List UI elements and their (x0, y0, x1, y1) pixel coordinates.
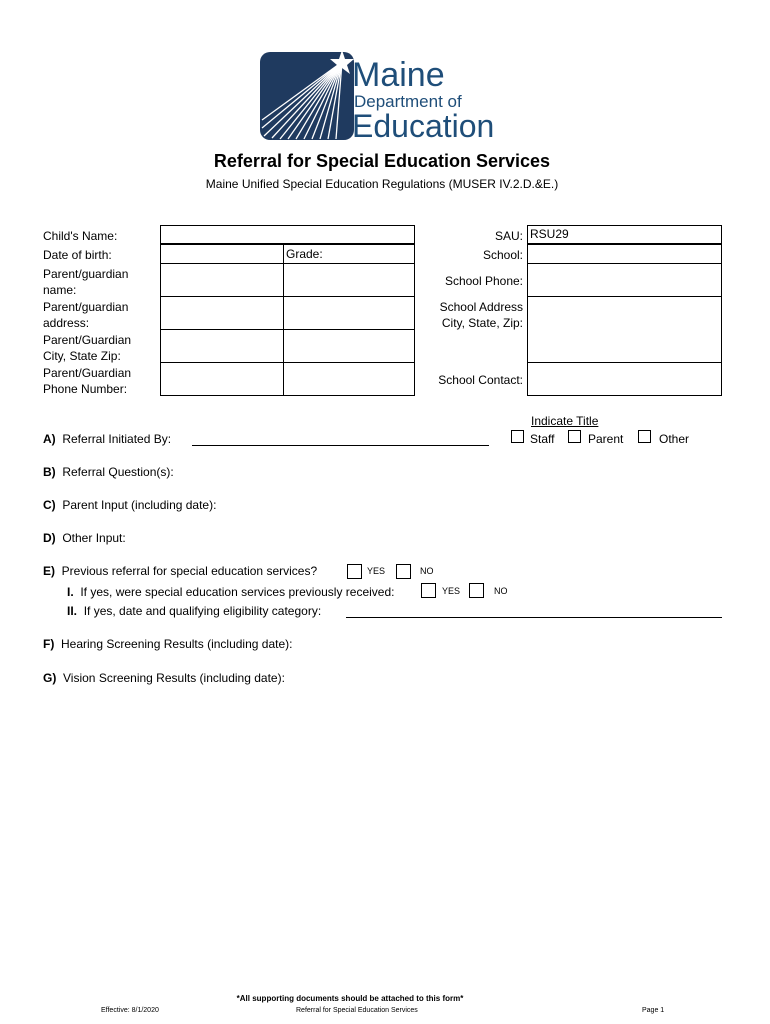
services-received-yes-checkbox[interactable] (421, 583, 436, 598)
section-d-label: D) Other Input: (43, 531, 126, 545)
previous-referral-yes-checkbox[interactable] (347, 564, 362, 579)
school-contact-label: School Contact: (438, 373, 523, 387)
parent-phone-field-a[interactable] (160, 362, 284, 396)
parent-address-field-a[interactable] (160, 296, 284, 330)
section-f-label: F) Hearing Screening Results (including date): (43, 637, 293, 651)
parent-name-field-a[interactable] (160, 263, 284, 297)
logo-word-maine: Maine (352, 56, 445, 94)
previous-referral-no-label: NO (420, 566, 434, 576)
parent-city-field-a[interactable] (160, 329, 284, 363)
school-phone-label: School Phone: (444, 274, 523, 288)
parent-checkbox[interactable] (568, 430, 581, 443)
footer-page-number: Page 1 (642, 1007, 665, 1014)
parent-name-label-1: Parent/guardian (43, 267, 129, 281)
dob-label: Date of birth: (43, 248, 112, 262)
section-e-sub1-label: I. If yes, were special education services previously received: (67, 585, 395, 599)
services-received-no-checkbox[interactable] (469, 583, 484, 598)
school-contact-field[interactable] (527, 362, 722, 396)
referral-initiated-by-line[interactable] (192, 445, 489, 446)
parent-name-field-b[interactable] (283, 263, 415, 297)
school-phone-field[interactable] (527, 263, 722, 297)
section-b-label: B) Referral Question(s): (43, 465, 174, 479)
logo-word-education: Education (352, 108, 495, 144)
staff-checkbox[interactable] (511, 430, 524, 443)
page-subtitle: Maine Unified Special Education Regulations (MUSER IV.2.D.&E.) (205, 177, 559, 191)
sau-field[interactable] (527, 225, 722, 244)
school-address-label-1: School Address (439, 300, 523, 314)
school-label: School: (482, 248, 523, 262)
school-address-field[interactable] (527, 296, 722, 363)
indicate-title-label: Indicate Title (531, 414, 599, 428)
other-checkbox[interactable] (638, 430, 651, 443)
footer-effective-date: Effective: 8/1/2020 (101, 1007, 159, 1014)
parent-label: Parent (588, 432, 624, 446)
child-name-label: Child's Name: (43, 229, 118, 243)
section-e-sub2-label: II. If yes, date and qualifying eligibility category: (67, 604, 322, 618)
staff-label: Staff (530, 432, 555, 446)
parent-phone-label-1: Parent/Guardian (43, 366, 132, 380)
maine-doe-logo (258, 48, 520, 144)
previous-referral-yes-label: YES (367, 566, 386, 576)
other-label: Other (659, 432, 690, 446)
parent-city-label-1: Parent/Guardian (43, 333, 132, 347)
parent-phone-field-b[interactable] (283, 362, 415, 396)
school-address-label-2: City, State, Zip: (441, 316, 523, 330)
section-e-label: E) Previous referral for special education services? (43, 564, 318, 578)
child-name-field[interactable] (160, 225, 415, 244)
school-field[interactable] (527, 244, 722, 264)
grade-field[interactable] (283, 244, 415, 264)
eligibility-category-line[interactable] (346, 617, 722, 618)
parent-address-label-1: Parent/guardian (43, 300, 129, 314)
logo-starburst-icon (258, 48, 358, 144)
parent-address-label-2: address: (43, 316, 90, 330)
page-title: Referral for Special Education Services (213, 151, 551, 171)
sau-label: SAU: (494, 229, 523, 243)
parent-city-field-b[interactable] (283, 329, 415, 363)
previous-referral-no-checkbox[interactable] (396, 564, 411, 579)
parent-address-field-b[interactable] (283, 296, 415, 330)
supporting-documents-note: *All supporting documents should be attached to this form* (236, 994, 464, 1003)
sau-value: RSU29 (530, 227, 569, 241)
parent-phone-label-2: Phone Number: (43, 382, 128, 396)
section-g-label: G) Vision Screening Results (including date): (43, 671, 285, 685)
parent-city-label-2: City, State Zip: (43, 349, 121, 363)
dob-field[interactable] (160, 244, 284, 264)
services-received-yes-label: YES (442, 586, 461, 596)
parent-name-label-2: name: (43, 283, 77, 297)
section-c-label: C) Parent Input (including date): (43, 498, 217, 512)
logo-word-department: Department of (354, 92, 462, 111)
footer-form-name: Referral for Special Education Services (296, 1007, 418, 1014)
section-a-label: A) Referral Initiated By: (43, 432, 172, 446)
grade-label: Grade: (286, 247, 323, 261)
services-received-no-label: NO (494, 586, 508, 596)
